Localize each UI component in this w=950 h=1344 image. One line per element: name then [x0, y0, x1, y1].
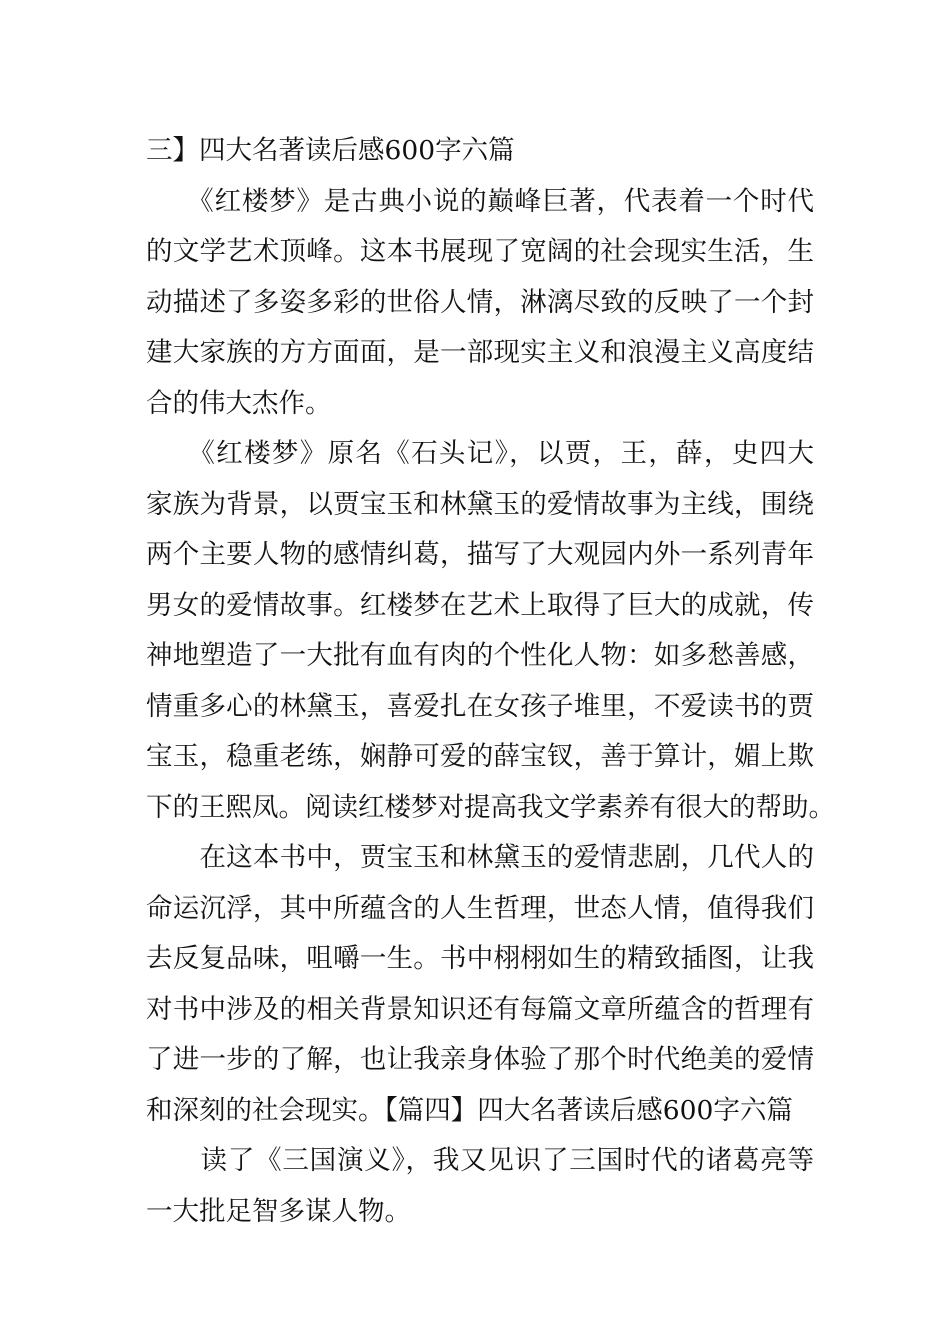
text-line: 情重多心的林黛玉，喜爱扎在女孩子堆里，不爱读书的贾 — [146, 690, 814, 722]
text-line: 的文学艺术顶峰。这本书展现了宽阔的社会现实生活，生 — [146, 236, 814, 267]
text-line: 对书中涉及的相关背景知识还有每篇文章所蕴含的哲理有 — [146, 993, 814, 1025]
text-line: 在这本书中，贾宝玉和林黛玉的爱情悲剧，几代人的 — [146, 842, 814, 873]
text-line: 男女的爱情故事。红楼梦在艺术上取得了巨大的成就，传 — [146, 589, 814, 621]
text-line: 命运沉浮，其中所蕴含的人生哲理，世态人情，值得我们 — [146, 892, 814, 924]
body-text — [146, 126, 835, 1237]
text-line: 神地塑造了一大批有血有肉的个性化人物：如多愁善感， — [146, 640, 814, 671]
text-line: 合的伟大杰作。 — [146, 387, 332, 419]
text-line: 读了《三国演义》，我又见识了三国时代的诸葛亮等 — [146, 1145, 814, 1176]
text-line: 去反复品味，咀嚼一生。书中栩栩如生的精致插图，让我 — [146, 943, 814, 974]
text-line: 了进一步的了解，也让我亲身体验了那个时代绝美的爱情 — [146, 1044, 814, 1075]
text-line: 下的王熙凤。阅读红楼梦对提高我文学素养有很大的帮助。 — [146, 791, 835, 823]
text-line: 动描述了多姿多彩的世俗人情，淋漓尽致的反映了一个封 — [146, 286, 814, 318]
text-line: 一大批足智多谋人物。 — [146, 1195, 411, 1227]
text-line: 《红楼梦》原名《石头记》，以贾，王，薛，史四大 — [146, 438, 814, 469]
text-line: 三】四大名著读后感600字六篇 — [146, 135, 515, 166]
text-line: 和深刻的社会现实。【篇四】四大名著读后感600字六篇 — [146, 1094, 793, 1126]
text-line: 家族为背景，以贾宝玉和林黛玉的爱情故事为主线，围绕 — [146, 488, 814, 520]
text-line: 两个主要人物的感情纠葛，描写了大观园内外一系列青年 — [146, 539, 814, 570]
text-line: 宝玉，稳重老练，娴静可爱的薛宝钗，善于算计，媚上欺 — [146, 741, 814, 772]
text-line: 建大家族的方方面面，是一部现实主义和浪漫主义高度结 — [146, 337, 814, 368]
text-line: 《红楼梦》是古典小说的巅峰巨著，代表着一个时代 — [146, 185, 814, 217]
